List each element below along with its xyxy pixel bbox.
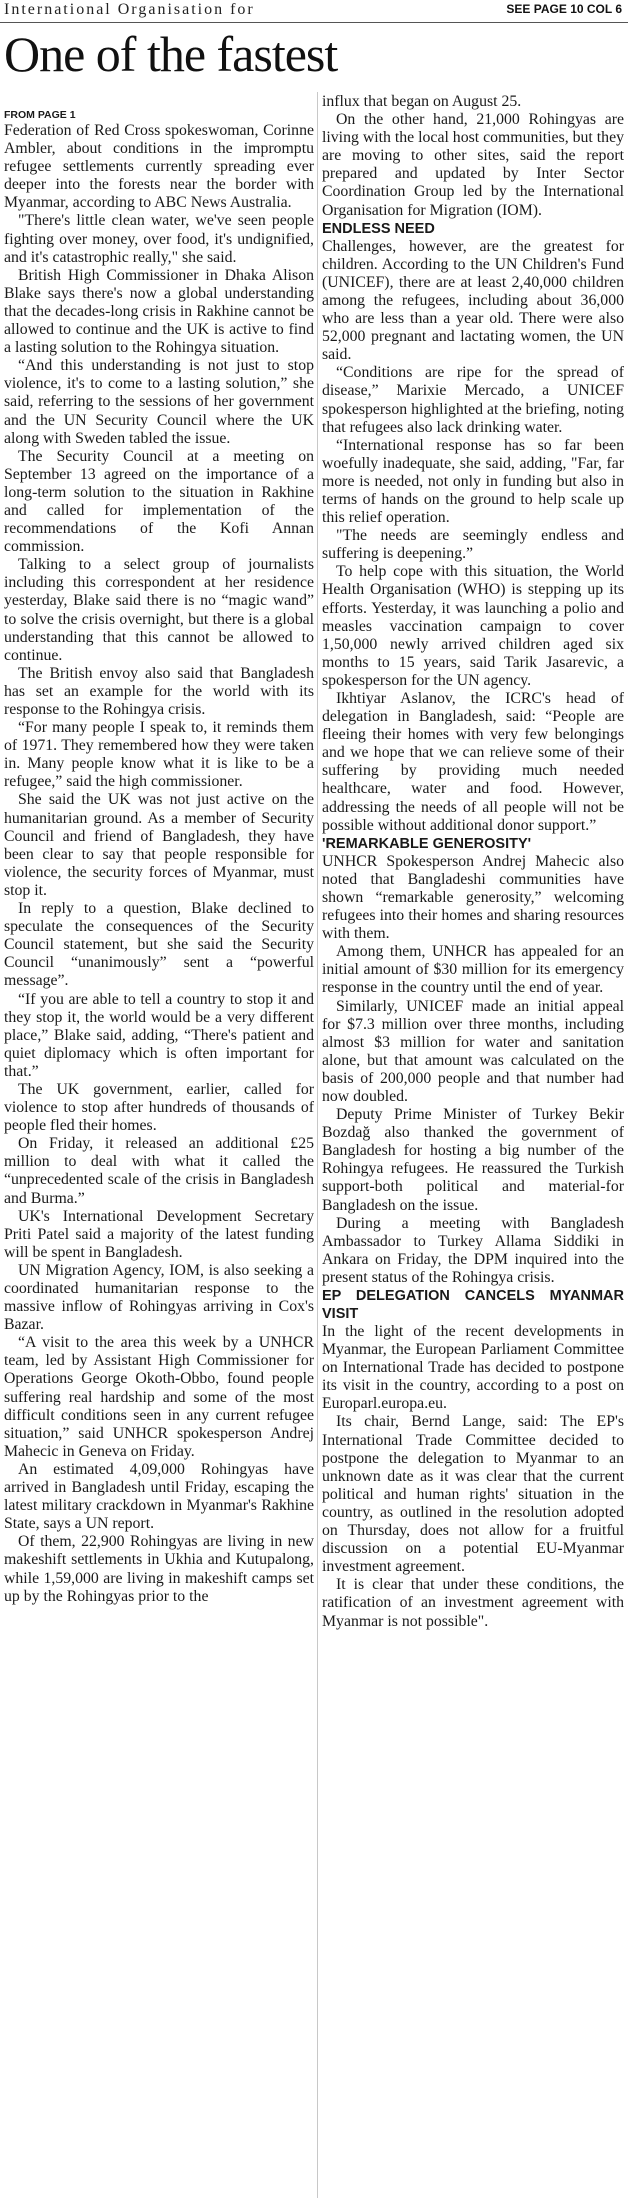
article-paragraph: Deputy Prime Minister of Turkey Bekir Bozdağ also thanked the government of Bangladesh for hosting a big number of the Rohingya refugees. He reassured the Turkish support-both political and material-for Bangladesh on the issue.	[322, 1106, 624, 1214]
article-paragraph: “And this understanding is not just to stop violence, it's to come to a lasting solution,” she said, referring to the sessions of her government and the UN Security Council where the UK along with Sweden tabled the issue.	[4, 357, 314, 447]
article-paragraph: UN Migration Agency, IOM, is also seeking a coordinated humanitarian response to the massive inflow of Rohingyas arriving in Cox's Bazar.	[4, 1261, 314, 1334]
article-paragraph: Its chair, Bernd Lange, said: The EP's International Trade Committee decided to postpone the delegation to Myanmar to an unknown date as it was clear that the current political and human rights' situation in the country, as outlined in the resolution adopted on Thursday, does not allow for a fruitful discussion on a potential EU-Myanmar investment agreement.	[322, 1413, 624, 1576]
article-paragraph: It is clear that under these conditions, the ratification of an investment agreement with Myanmar is not possible".	[322, 1576, 624, 1630]
article-paragraph: “International response has so far been woefully inadequate, she said, adding, "Far, far more is needed, not only in funding but also in terms of hands on the ground to help scale up this relief operation.	[322, 436, 624, 527]
right-column-block-3	[322, 853, 624, 1287]
article-paragraph: Ikhtiyar Aslanov, the ICRC's head of delegation in Bangladesh, said: “People are fleeing their homes with very few belongings and we hope that we can relieve some of their suffering by providing much needed healthcare, water and food. However, addressing the needs of all people will not be possible without additional donor support.”	[322, 690, 624, 834]
article-paragraph: “For many people I speak to, it reminds them of 1971. They remembered how they were taken in. Many people know what it is like to be a refugee,” said the high commissioner.	[4, 719, 314, 791]
subhead-endless-need: ENDLESS NEED	[322, 220, 435, 237]
subhead-ep-delegation: EP DELEGATION CANCELS MYANMAR VISIT	[322, 1288, 624, 1322]
article-paragraph: “If you are able to tell a country to stop it and they stop it, the world would be a very different place,” Blake said, adding, “There's patient and quiet diplomacy which is often important for that.”	[4, 990, 314, 1080]
right-column-block-4	[322, 1323, 624, 1631]
right-column-block-1	[322, 93, 624, 220]
article-paragraph: UK's International Development Secretary Priti Patel said a majority of the latest funding will be spent in Bangladesh.	[4, 1207, 314, 1261]
article-column-right	[322, 93, 624, 1631]
article-paragraph: On the other hand, 21,000 Rohingyas are living with the local host communities, but they are moving to other sites, said the report prepared and updated by Inter Sector Coordination Group led by the International Organisation for Migration (IOM).	[322, 111, 624, 219]
article-paragraph: In the light of the recent developments in Myanmar, the European Parliament Committee on International Trade has decided to postpone its visit in the country, according to a post on Europarl.europa.eu.	[322, 1323, 624, 1413]
left-column-body	[4, 122, 314, 1606]
article-paragraph: The British envoy also said that Bangladesh has set an example for the world with its response to the Rohingya crisis.	[4, 664, 314, 718]
column-divider	[317, 92, 318, 2198]
article-paragraph: Talking to a select group of journalists including this correspondent at her residence yesterday, Blake said there is no “magic wand” to solve the crisis overnight, but there is a global understanding that this cannot be allowed to continue.	[4, 556, 314, 664]
article-paragraph: The Security Council at a meeting on September 13 agreed on the importance of a long-term solution to the situation in Rakhine and called for implementation of the recommendations of the Kofi Annan commission.	[4, 447, 314, 556]
article-paragraph: “Conditions are ripe for the spread of disease,” Marixie Mercado, a UNICEF spokesperson highlighted at the briefing, noting that refugees also lack drinking water.	[322, 364, 624, 436]
header-kicker: International Organisation for	[4, 1, 255, 18]
article-paragraph: During a meeting with Bangladesh Ambassador to Turkey Allama Siddiki in Ankara on Friday, the DPM inquired into the present status of the Rohingya crisis.	[322, 1214, 624, 1286]
article-paragraph: influx that began on August 25.	[322, 93, 522, 110]
article-paragraph: On Friday, it released an additional £25 million to deal with what it called the “unprecedented scale of the crisis in Bangladesh and Burma.”	[4, 1135, 314, 1207]
article-paragraph: Federation of Red Cross spokeswoman, Corinne Ambler, about conditions in the impromptu refugee settlements currently spreading ever deeper into the forests near the border with Myanmar, according to ABC News Australia.	[4, 122, 314, 212]
article-headline: One of the fastest	[4, 26, 338, 82]
article-paragraph: Similarly, UNICEF made an initial appeal for $7.3 million over three months, including almost $3 million for water and sanitation alone, but that amount was calculated on the basis of 200,000 people and that number had now doubled.	[322, 997, 624, 1105]
header-rule	[0, 22, 628, 23]
article-paragraph: The UK government, earlier, called for violence to stop after hundreds of thousands of people fled their homes.	[4, 1080, 314, 1135]
article-column-left	[4, 109, 314, 1606]
article-paragraph: Among them, UNHCR has appealed for an initial amount of $30 million for its emergency response in the country until the end of year.	[322, 943, 624, 997]
page-header	[0, 0, 628, 22]
article-paragraph: An estimated 4,09,000 Rohingyas have arrived in Bangladesh until Friday, escaping the latest military crackdown in Myanmar's Rakhine State, says a UN report.	[4, 1460, 314, 1533]
article-paragraph: UNHCR Spokesperson Andrej Mahecic also noted that Bangladeshi communities have shown “remarkable generosity,” welcoming refugees into their homes and sharing resources with them.	[322, 852, 624, 943]
see-page-reference: SEE PAGE 10 COL 6	[506, 2, 622, 16]
article-paragraph: "The needs are seemingly endless and suffering is deepening.”	[322, 527, 624, 563]
article-paragraph: To help cope with this situation, the World Health Organisation (WHO) is stepping up its efforts. Yesterday, it was launching a polio and measles vaccination campaign to cover 1,50,000 newly arrived children aged six months to 15 years, said Tarik Jasarevic, a spokesperson for the UN agency.	[322, 563, 624, 689]
article-paragraph: "There's little clean water, we've seen people fighting over money, over food, it's undignified, and it's catastrophic really," she said.	[4, 212, 314, 266]
article-paragraph: She said the UK was not just active on the humanitarian ground. As a member of Security Council and friend of Bangladesh, they have been clear to say that people responsible for violence, the security forces of Myanmar, must stop it.	[4, 791, 314, 899]
right-column-block-2	[322, 238, 624, 835]
article-paragraph: British High Commissioner in Dhaka Alison Blake says there's now a global understanding that the decades-long crisis in Rakhine cannot be allowed to continue and the UK is active to find a lasting solution to the Rohingya situation.	[4, 266, 314, 357]
article-paragraph: Of them, 22,900 Rohingyas are living in new makeshift settlements in Ukhia and Kutupalong, while 1,59,000 are living in makeshift camps set up by the Rohingyas prior to the	[4, 1533, 314, 1605]
from-page-label: FROM PAGE 1	[4, 109, 76, 121]
article-paragraph: Challenges, however, are the greatest for children. According to the UN Children's Fund (UNICEF), there are at least 2,40,000 children among the refugees, including about 36,000 who are less than a year old. There were also 52,000 pregnant and lactating women, the UN said.	[322, 237, 624, 364]
article-paragraph: “A visit to the area this week by a UNHCR team, led by Assistant High Commissioner for Operations George Okoth-Obbo, found people suffering real hardship and some of the most difficult conditions seen in any current refugee situation,” said UNHCR spokesperson Andrej Mahecic in Geneva on Friday.	[4, 1334, 314, 1460]
article-paragraph: In reply to a question, Blake declined to speculate the consequences of the Security Council statement, but she said the Security Council “unanimously” sent a “powerful message”.	[4, 900, 314, 990]
subhead-remarkable-generosity: 'REMARKABLE GENEROSITY'	[322, 835, 532, 852]
